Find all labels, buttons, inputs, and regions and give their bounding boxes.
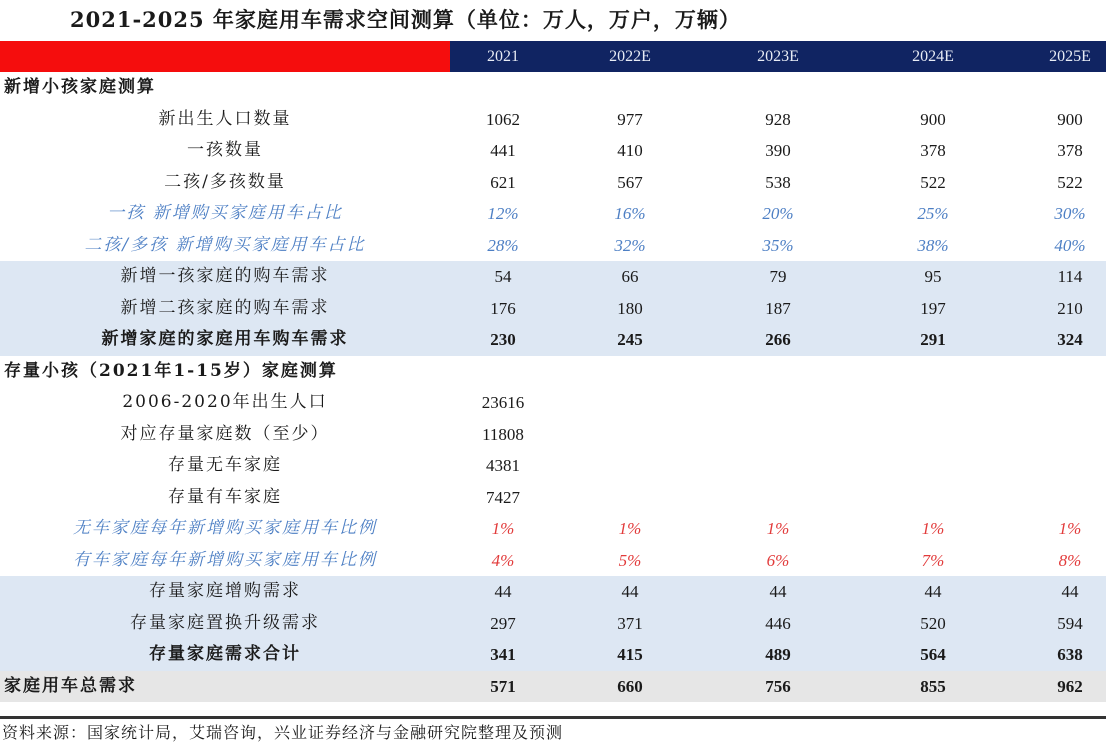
column-header: 2021 bbox=[487, 48, 519, 65]
cell-value: 410 bbox=[617, 141, 643, 160]
row-label: 有车家庭每年新增购买家庭用车比例 bbox=[73, 549, 377, 570]
row-label: 存量家庭置换升级需求 bbox=[130, 612, 320, 633]
cell-value: 538 bbox=[765, 172, 791, 192]
cell-value: 1% bbox=[618, 519, 642, 538]
row-label: 存量家庭需求合计 bbox=[149, 644, 301, 664]
table-title: 2021-2025 年家庭用车需求空间测算（单位：万人，万户，万辆） bbox=[70, 7, 741, 32]
table-row bbox=[0, 482, 1106, 514]
cell-value: 66 bbox=[621, 267, 639, 286]
table-row bbox=[0, 513, 1106, 545]
column-header: 2023E bbox=[757, 48, 799, 65]
cell-value: 25% bbox=[917, 204, 949, 223]
cell-value: 1% bbox=[766, 519, 790, 538]
cell-value: 756 bbox=[765, 676, 791, 696]
cell-value: 390 bbox=[765, 141, 791, 160]
cell-value: 371 bbox=[617, 613, 643, 633]
cell-value: 16% bbox=[614, 204, 646, 223]
cell-value: 1% bbox=[921, 519, 945, 538]
cell-value: 4% bbox=[491, 550, 515, 570]
cell-value: 35% bbox=[762, 235, 794, 255]
cell-value: 176 bbox=[490, 298, 516, 318]
table-row bbox=[0, 608, 1106, 640]
table-row bbox=[0, 230, 1106, 262]
cell-value: 900 bbox=[920, 109, 946, 129]
table-row bbox=[0, 293, 1106, 325]
cell-value: 7% bbox=[921, 550, 945, 570]
cell-value: 197 bbox=[920, 298, 946, 318]
table-header bbox=[0, 41, 1106, 72]
section-header bbox=[0, 356, 1106, 388]
cell-value: 266 bbox=[765, 330, 791, 349]
cell-value: 187 bbox=[765, 298, 791, 318]
cell-value: 900 bbox=[1057, 109, 1083, 129]
cell-value: 638 bbox=[1057, 645, 1083, 664]
row-label: 无车家庭每年新增购买家庭用车比例 bbox=[73, 518, 377, 538]
cell-value: 44 bbox=[924, 582, 942, 601]
cell-value: 1062 bbox=[486, 109, 520, 129]
cell-value: 5% bbox=[618, 550, 642, 570]
cell-value: 12% bbox=[487, 204, 519, 223]
cell-value: 44 bbox=[1061, 582, 1079, 601]
cell-value: 245 bbox=[617, 330, 643, 349]
cell-value: 40% bbox=[1054, 235, 1086, 255]
table-row bbox=[0, 198, 1106, 230]
cell-value: 855 bbox=[920, 676, 946, 696]
cell-value: 20% bbox=[762, 204, 794, 223]
cell-value: 977 bbox=[617, 109, 643, 129]
cell-value: 8% bbox=[1058, 550, 1082, 570]
cell-value: 571 bbox=[490, 676, 516, 696]
cell-value: 95 bbox=[924, 267, 942, 286]
row-label: 一孩数量 bbox=[187, 140, 263, 160]
row-label: 二孩/多孩数量 bbox=[164, 171, 286, 192]
table-row bbox=[0, 450, 1106, 482]
cell-value: 1% bbox=[1058, 519, 1082, 538]
cell-value: 180 bbox=[617, 298, 643, 318]
table-row bbox=[0, 104, 1106, 136]
cell-value: 6% bbox=[766, 550, 790, 570]
cell-value: 44 bbox=[494, 582, 512, 601]
cell-value: 962 bbox=[1057, 676, 1083, 696]
cell-value: 28% bbox=[487, 235, 519, 255]
cell-value: 291 bbox=[920, 330, 946, 349]
cell-value: 297 bbox=[490, 613, 516, 633]
row-label: 家庭用车总需求 bbox=[4, 675, 137, 696]
cell-value: 30% bbox=[1054, 204, 1086, 223]
row-label: 新增二孩家庭的购车需求 bbox=[120, 297, 330, 318]
row-label: 存量有车家庭 bbox=[168, 486, 282, 507]
table-row bbox=[0, 576, 1106, 608]
cell-value: 522 bbox=[1057, 172, 1083, 192]
header-red-band bbox=[0, 41, 450, 72]
cell-value: 1% bbox=[491, 519, 515, 538]
column-header: 2025E bbox=[1049, 48, 1091, 65]
row-label: 新增小孩家庭测算 bbox=[4, 77, 156, 97]
table-row bbox=[0, 671, 1106, 703]
table-row bbox=[0, 324, 1106, 356]
cell-value: 79 bbox=[769, 267, 787, 286]
row-label: 新增家庭的家庭用车购车需求 bbox=[101, 329, 349, 349]
cell-value: 564 bbox=[920, 645, 946, 664]
cell-value: 415 bbox=[617, 645, 643, 664]
cell-value: 378 bbox=[1057, 141, 1083, 160]
row-label: 一孩 新增购买家庭用车占比 bbox=[107, 203, 343, 223]
cell-value: 210 bbox=[1057, 298, 1083, 318]
cell-value: 7427 bbox=[486, 487, 520, 507]
column-header: 2022E bbox=[609, 48, 651, 65]
row-label: 新增一孩家庭的购车需求 bbox=[120, 266, 330, 286]
cell-value: 660 bbox=[617, 676, 643, 696]
cell-value: 324 bbox=[1057, 330, 1083, 349]
cell-value: 567 bbox=[617, 172, 643, 192]
cell-value: 4381 bbox=[486, 456, 520, 475]
section-header bbox=[0, 72, 1106, 104]
table-row bbox=[0, 545, 1106, 577]
cell-value: 594 bbox=[1057, 613, 1083, 633]
row-label: 2006-2020年出生人口 bbox=[122, 392, 328, 412]
table-row bbox=[0, 387, 1106, 419]
table-row bbox=[0, 419, 1106, 451]
cell-value: 621 bbox=[490, 172, 516, 192]
table-row bbox=[0, 639, 1106, 671]
column-header: 2024E bbox=[912, 48, 954, 65]
cell-value: 520 bbox=[920, 613, 946, 633]
cell-value: 44 bbox=[769, 582, 787, 601]
cell-value: 230 bbox=[490, 330, 516, 349]
cell-value: 44 bbox=[621, 582, 639, 601]
cell-value: 38% bbox=[917, 235, 949, 255]
cell-value: 441 bbox=[490, 141, 516, 160]
cell-value: 341 bbox=[490, 645, 516, 664]
cell-value: 522 bbox=[920, 172, 946, 192]
row-label: 存量无车家庭 bbox=[168, 455, 282, 475]
cell-value: 928 bbox=[765, 109, 791, 129]
table-row bbox=[0, 135, 1106, 167]
footer-divider bbox=[0, 716, 1106, 719]
row-label: 存量小孩（2021年1-15岁）家庭测算 bbox=[4, 360, 338, 381]
table-row bbox=[0, 167, 1106, 199]
table-row bbox=[0, 261, 1106, 293]
cell-value: 54 bbox=[494, 267, 512, 286]
row-label: 存量家庭增购需求 bbox=[149, 581, 301, 601]
row-label: 二孩/多孩 新增购买家庭用车占比 bbox=[84, 234, 366, 255]
cell-value: 23616 bbox=[481, 393, 525, 412]
cell-value: 446 bbox=[765, 613, 791, 633]
cell-value: 489 bbox=[765, 645, 791, 664]
cell-value: 32% bbox=[614, 235, 646, 255]
row-label: 新出生人口数量 bbox=[158, 108, 292, 129]
cell-value: 11808 bbox=[482, 424, 524, 444]
cell-value: 378 bbox=[920, 141, 946, 160]
row-label: 对应存量家庭数（至少） bbox=[120, 423, 330, 444]
source-note: 资料来源：国家统计局，艾瑞咨询，兴业证券经济与金融研究院整理及预测 bbox=[2, 723, 564, 742]
cell-value: 114 bbox=[1057, 267, 1083, 286]
